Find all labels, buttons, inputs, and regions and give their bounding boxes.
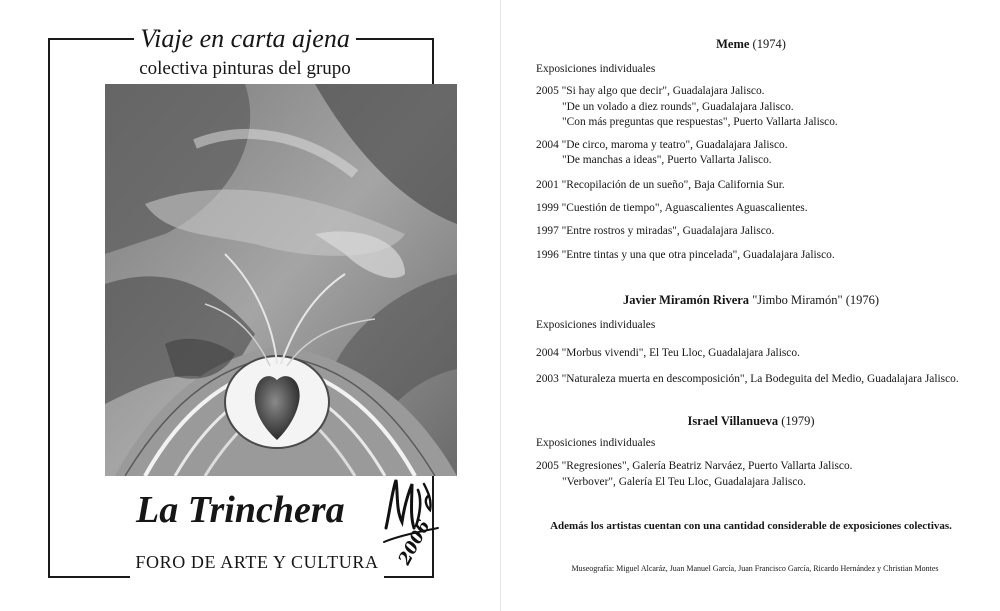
artist-heading <box>520 415 982 428</box>
exhibition-entry: 2004 "De circo, maroma y teatro", Guadalajara Jalisco. <box>536 139 788 151</box>
exhibition-entry: 2004 "Morbus vivendi", El Teu Lloc, Guadalajara Jalisco. <box>536 347 800 359</box>
artist-signature <box>378 470 450 576</box>
credits-line: Museografía: Miguel Alcaráz, Juan Manuel García, Juan Francisco García, Ricardo Hernández y Christian Montes <box>571 564 939 573</box>
exhibition-entry: 1997 "Entre rostros y miradas", Guadalajara Jalisco. <box>536 225 775 237</box>
artist-year: (1979) <box>781 414 815 428</box>
artist-heading <box>520 38 982 51</box>
artist-name: Javier Miramón Rivera <box>622 293 750 307</box>
exhibition-entry: 1999 "Cuestión de tiempo", Aguascalientes Aguascalientes. <box>536 202 808 214</box>
section-label: Exposiciones individuales <box>536 437 656 449</box>
exhibition-entry: "De manchas a ideas", Puerto Vallarta Jalisco. <box>562 154 772 166</box>
section-label: Exposiciones individuales <box>536 319 656 331</box>
frame-line-bottom-right <box>384 576 434 578</box>
frame-line-top-right <box>356 38 434 40</box>
exhibition-entry: "Con más preguntas que respuestas", Puerto Vallarta Jalisco. <box>562 116 838 128</box>
page-fold <box>500 0 501 611</box>
venue-title: La Trinchera <box>136 489 345 531</box>
exhibition-entry: 2003 "Naturaleza muerta en descomposición", La Bodeguita del Medio, Guadalajara Jalisco. <box>536 373 959 385</box>
artist-name: Meme <box>716 37 750 51</box>
exhibition-entry: "De un volado a diez rounds", Guadalajara Jalisco. <box>562 101 794 113</box>
frame-line-left <box>48 38 50 578</box>
artist-name: Israel Villanueva <box>687 414 779 428</box>
artist-year: (1974) <box>752 37 786 51</box>
frame-line-top-left <box>48 38 134 40</box>
cover-title: Viaje en carta ajena <box>140 24 350 53</box>
artist-alias: "Jimbo Miramón" (1976) <box>752 293 880 307</box>
artwork-image <box>105 84 457 476</box>
section-label: Exposiciones individuales <box>536 63 656 75</box>
exhibition-entry: 1996 "Entre tintas y una que otra pincelada", Guadalajara Jalisco. <box>536 249 835 261</box>
exhibition-entry: 2005 "Si hay algo que decir", Guadalajara Jalisco. <box>536 85 765 97</box>
exhibition-entry: 2005 "Regresiones", Galería Beatriz Narváez, Puerto Vallarta Jalisco. <box>536 460 853 472</box>
cover-subtitle: colectiva pinturas del grupo <box>139 58 351 79</box>
closing-note: Además los artistas cuentan con una cantidad considerable de exposiciones colectivas. <box>550 520 952 532</box>
signature-year: 2006 <box>394 517 435 569</box>
forum-caption: FORO DE ARTE Y CULTURA <box>135 552 379 572</box>
artist-heading <box>520 294 982 307</box>
frame-line-bottom-left <box>48 576 130 578</box>
exhibition-entry: "Verbover", Galería El Teu Lloc, Guadalajara Jalisco. <box>562 476 806 488</box>
exhibition-entry: 2001 "Recopilación de un sueño", Baja California Sur. <box>536 179 785 191</box>
